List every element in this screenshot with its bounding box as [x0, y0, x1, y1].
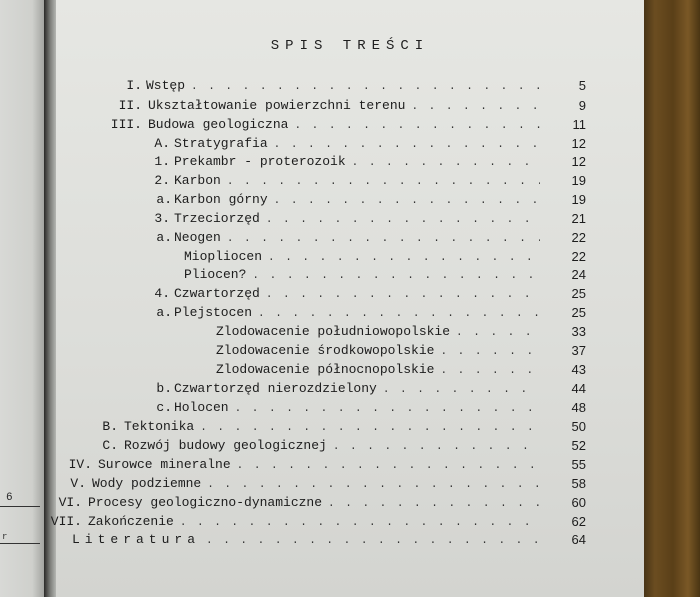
toc-leader-dots — [200, 422, 540, 434]
toc-entry — [56, 400, 586, 420]
wooden-desk — [640, 0, 700, 597]
toc-page-number: 58 — [571, 476, 586, 491]
toc-entry-number: C. — [102, 438, 118, 453]
toc-entry — [56, 286, 586, 306]
toc-entry-number: IV. — [68, 457, 92, 472]
toc-page-number: 60 — [571, 495, 586, 510]
toc-leader-dots — [252, 270, 540, 282]
toc-entry — [56, 211, 586, 231]
toc-page-number: 12 — [571, 154, 586, 169]
toc-leader-dots — [328, 498, 540, 510]
toc-leader-dots — [227, 233, 540, 245]
toc-entry-label: Wstęp — [146, 78, 186, 93]
toc-entry — [56, 305, 586, 325]
toc-entry-label: Prekambr - proterozoik — [174, 154, 346, 169]
toc-leader-dots — [274, 195, 540, 207]
toc-page-number: 11 — [572, 117, 586, 132]
toc-page-number: 50 — [571, 419, 586, 434]
toc-entry — [56, 438, 586, 458]
toc-leader-dots — [206, 535, 540, 547]
toc-entry-number: a. — [156, 305, 172, 320]
toc-entry — [56, 495, 586, 515]
toc-entry-label: Trzeciorzęd — [174, 211, 260, 226]
toc-entry-number: 2. — [154, 173, 170, 188]
toc-entry — [56, 324, 586, 344]
toc-leader-dots — [383, 384, 540, 396]
toc-entry-number: V. — [70, 476, 86, 491]
toc-entry — [50, 514, 586, 534]
toc-entry-label: Pliocen? — [184, 267, 247, 282]
toc-entry-number: B. — [102, 419, 118, 434]
toc-entry — [56, 419, 586, 439]
toc-entry — [56, 98, 586, 118]
toc-entry — [56, 343, 586, 363]
toc-entry-number: A. — [154, 136, 170, 151]
toc-leader-dots — [333, 441, 540, 453]
toc-page-number: 9 — [578, 98, 586, 113]
toc-entry — [56, 154, 586, 174]
toc-entry — [56, 136, 586, 156]
toc-entry — [56, 457, 586, 477]
left-page-rule — [0, 506, 40, 507]
left-page-rule — [0, 543, 40, 544]
toc-page-number: 62 — [571, 514, 586, 529]
toc-leader-dots — [235, 403, 540, 415]
left-page-mark: r — [2, 532, 8, 542]
toc-entry-number: VII. — [50, 514, 82, 529]
toc-entry-label: Wody podziemne — [92, 476, 202, 491]
toc-entry — [56, 117, 586, 137]
toc-leader-dots — [440, 365, 540, 377]
toc-leader-dots — [411, 101, 540, 113]
toc-page-number: 24 — [571, 267, 586, 282]
toc-entry-number: 3. — [154, 211, 170, 226]
toc-leader-dots — [266, 289, 540, 301]
toc-page-number: 5 — [578, 78, 586, 93]
left-facing-page — [0, 0, 46, 597]
toc-entry — [56, 381, 586, 401]
toc-entry-number: b. — [156, 381, 172, 396]
toc-entry-label: Karbon — [174, 173, 221, 188]
toc-page-number: 64 — [571, 532, 586, 547]
toc-entry-label: Procesy geologiczno-dynamiczne — [88, 495, 323, 510]
toc-entry-label: Rozwój budowy geologicznej — [124, 438, 327, 453]
toc-entry-label: Tektonika — [124, 419, 195, 434]
toc-leader-dots — [440, 346, 540, 358]
toc-page-number: 48 — [571, 400, 586, 415]
toc-entry-label: Literatura — [72, 532, 201, 547]
toc-entry-number: 4. — [154, 286, 170, 301]
toc-leader-dots — [258, 308, 540, 320]
toc-entry — [56, 267, 586, 287]
toc-entry-label: Plejstocen — [174, 305, 253, 320]
toc-page-number: 19 — [571, 192, 586, 207]
toc-page-number: 25 — [571, 305, 586, 320]
toc-entry-label: Zakończenie — [88, 514, 174, 529]
toc-entry-label: Ukształtowanie powierzchni terenu — [148, 98, 406, 113]
toc-entry-label: Zlodowacenie południowopolskie — [216, 324, 451, 339]
toc-entry-number: II. — [118, 98, 142, 113]
toc-entry-label: Karbon górny — [174, 192, 268, 207]
toc-page-number: 44 — [571, 381, 586, 396]
toc-leader-dots — [352, 157, 540, 169]
toc-entry — [56, 230, 586, 250]
toc-page-number: 12 — [571, 136, 586, 151]
toc-entry-number: 1. — [154, 154, 170, 169]
toc-entry — [56, 78, 586, 98]
toc-leader-dots — [266, 214, 540, 226]
toc-leader-dots — [456, 327, 540, 339]
toc-entry — [56, 192, 586, 212]
toc-entry-number: c. — [156, 400, 172, 415]
toc-entry-label: Zlodowacenie środkowopolskie — [216, 343, 435, 358]
toc-entry-number: a. — [156, 230, 172, 245]
toc-page-number: 22 — [571, 249, 586, 264]
toc-entry — [56, 476, 586, 496]
toc-entry-number: I. — [126, 78, 142, 93]
toc-entry-label: Czwartorzęd nierozdzielony — [174, 381, 377, 396]
toc-page-number: 22 — [571, 230, 586, 245]
toc-entry-label: Czwartorzęd — [174, 286, 260, 301]
toc-page-number: 21 — [571, 211, 586, 226]
toc-entry-label: Budowa geologiczna — [148, 117, 289, 132]
toc-entry-label: Neogen — [174, 230, 221, 245]
toc-leader-dots — [268, 252, 540, 264]
toc-page-number: 25 — [571, 286, 586, 301]
toc-page-number: 33 — [571, 324, 586, 339]
toc-entry-label: Stratygrafia — [174, 136, 268, 151]
toc-entry-label: Miopliocen — [184, 249, 263, 264]
toc-leader-dots — [237, 460, 540, 472]
toc-leader-dots — [207, 479, 540, 491]
toc-page-number: 55 — [571, 457, 586, 472]
toc-leader-dots — [180, 517, 540, 529]
toc-entry-label: Zlodowacenie północnopolskie — [216, 362, 435, 377]
toc-page-number: 37 — [571, 343, 586, 358]
toc-entry-number: VI. — [58, 495, 82, 510]
toc-leader-dots — [294, 120, 540, 132]
toc-page-number: 19 — [571, 173, 586, 188]
toc-entry-number: a. — [156, 192, 172, 207]
left-page-number: 6 — [6, 492, 13, 504]
toc-entry-label: Holocen — [174, 400, 229, 415]
toc-entry — [56, 532, 586, 552]
toc-entry-number: III. — [110, 117, 142, 132]
toc-entry — [56, 249, 586, 269]
table-of-contents-page — [50, 0, 644, 597]
toc-entry — [56, 362, 586, 382]
toc-leader-dots — [191, 81, 540, 93]
toc-page-number: 43 — [571, 362, 586, 377]
toc-leader-dots — [274, 139, 540, 151]
toc-entry-label: Surowce mineralne — [98, 457, 231, 472]
toc-page-number: 52 — [571, 438, 586, 453]
toc-entry — [56, 173, 586, 193]
toc-leader-dots — [227, 176, 540, 188]
page-title: SPIS TREŚCI — [270, 38, 430, 54]
